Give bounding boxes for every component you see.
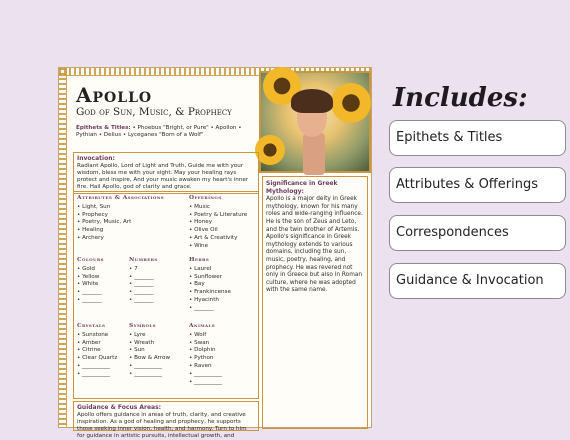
list-item: • White xyxy=(77,281,129,289)
section-attributes xyxy=(77,195,187,243)
list-item: • Healing xyxy=(77,227,187,235)
includes-heading: Includes: xyxy=(393,83,528,113)
list-item: • Wolf xyxy=(189,332,259,340)
section-numbers xyxy=(129,257,187,305)
section-heading: Attributes & Associations xyxy=(77,195,165,201)
list-item: • _______ xyxy=(77,297,129,305)
page-subtitle: God of Sun, Music, & Prophecy xyxy=(76,106,232,118)
list-item: • Amber xyxy=(77,340,129,348)
section-heading: Colours xyxy=(77,257,104,263)
list-item: • _______ xyxy=(129,274,187,282)
list-item: • Bay xyxy=(189,281,259,289)
invocation-box xyxy=(73,152,259,194)
section-animals xyxy=(189,323,259,386)
list-item: • _______ xyxy=(129,281,187,289)
feature-pill-attributes: Attributes & Offerings xyxy=(389,167,566,203)
list-item: • Prophecy xyxy=(77,212,187,220)
section-heading: Offerings xyxy=(189,195,222,201)
sunflower-icon xyxy=(331,83,371,123)
guidance-box xyxy=(73,401,259,439)
epithets-text: • Phoebus "Bright, or Pure" • Apollon • Pythian • Delius • Lyceganes "Born of a Wolf" xyxy=(76,125,242,138)
list-item: • Laurel xyxy=(189,266,259,274)
list-item: • __________ xyxy=(129,371,187,379)
section-heading: Symbols xyxy=(129,323,156,329)
list-item: • __________ xyxy=(189,379,259,387)
significance-box xyxy=(262,176,368,429)
list-item: • Dolphin xyxy=(189,347,259,355)
list-item: • Wine xyxy=(189,243,259,251)
list-item: • Art & Creativity xyxy=(189,235,259,243)
list-item: • Music xyxy=(189,204,259,212)
significance-text: Apollo is a major deity in Greek mythology, known for his many roles and wide-ranging influence. He is the son of Zeus and Leto, and the twin brother of Artemis. Apollo's significance in Greek mythology extends to various domains, including the sun, music, poetry, healing, and prophecy. He was revered not only in Greece but also in Roman culture, where he was adopted with the same name. xyxy=(266,196,363,294)
section-heading: Numbers xyxy=(129,257,158,263)
list-item: • __________ xyxy=(77,363,129,371)
list-item: • Hyacinth xyxy=(189,297,259,305)
section-colours xyxy=(77,257,129,305)
list-item: • Raven xyxy=(189,363,259,371)
list-item: • _______ xyxy=(77,289,129,297)
invocation-heading: Invocation: xyxy=(77,155,115,162)
printable-page xyxy=(58,67,372,439)
list-item: • 7 xyxy=(129,266,187,274)
list-item: • Frankincense xyxy=(189,289,259,297)
list-item: • Clear Quartz xyxy=(77,355,129,363)
invocation-text: Radiant Apollo, Lord of Light and Truth, Guide me with your wisdom, bless me with your sight. May your healing rays protect and inspire, And your music awaken my heart's inner fire. Hail Apollo, god of clarity and grace. xyxy=(77,163,249,190)
list-item: • Poetry, Music, Art xyxy=(77,219,187,227)
list-item: • Poetry & Literature xyxy=(189,212,259,220)
list-item: • Python xyxy=(189,355,259,363)
list-item: • Sunflower xyxy=(189,274,259,282)
section-offerings xyxy=(189,195,259,251)
guidance-heading: Guidance & Focus Areas: xyxy=(77,404,162,411)
apollo-portrait-image xyxy=(259,71,371,173)
list-item: • _______ xyxy=(189,305,259,313)
list-item: • Yellow xyxy=(77,274,129,282)
list-item: • Bow & Arrow xyxy=(129,355,187,363)
epithets-block xyxy=(76,125,258,139)
list-item: • Sun xyxy=(129,347,187,355)
feature-pill-guidance: Guidance & Invocation xyxy=(389,263,566,299)
feature-pill-epithets: Epithets & Titles xyxy=(389,120,566,156)
list-item: • Wreath xyxy=(129,340,187,348)
list-item: • Sunstone xyxy=(77,332,129,340)
list-item: • __________ xyxy=(129,363,187,371)
page-title: Apollo xyxy=(76,83,153,107)
section-herbs xyxy=(189,257,259,313)
list-item: • Swan xyxy=(189,340,259,348)
list-item: • _______ xyxy=(129,289,187,297)
portrait-neck xyxy=(303,133,325,175)
list-item: • __________ xyxy=(189,371,259,379)
epithets-heading: Epithets & Titles: xyxy=(76,125,131,131)
sunflower-icon xyxy=(255,135,285,165)
list-item: • Gold xyxy=(77,266,129,274)
greek-key-border-left xyxy=(59,68,67,427)
list-item: • Citrine xyxy=(77,347,129,355)
list-item: • Honey xyxy=(189,219,259,227)
list-item: • __________ xyxy=(77,371,129,379)
list-item: • Olive Oil xyxy=(189,227,259,235)
guidance-text: Apollo offers guidance in areas of truth, clarity, and creative inspiration. As a god of healing and prophecy, he supports those seeking inner vision, health, and harmony. Turn to him for guidance in artistic pursuits, intellectual growth, and xyxy=(77,412,247,439)
section-heading: Herbs xyxy=(189,257,210,263)
list-item: • Light, Sun xyxy=(77,204,187,212)
section-heading: Animals xyxy=(189,323,216,329)
list-item: • Archery xyxy=(77,235,187,243)
section-crystals xyxy=(77,323,129,379)
list-item: • _______ xyxy=(129,297,187,305)
feature-pill-correspondences: Correspondences xyxy=(389,215,566,251)
section-heading: Crystals xyxy=(77,323,106,329)
list-item: • Lyre xyxy=(129,332,187,340)
significance-heading: Significance in Greek Mythology: xyxy=(266,180,338,195)
section-symbols xyxy=(129,323,187,379)
correspondences-box xyxy=(73,191,259,399)
portrait-hair xyxy=(291,89,333,113)
